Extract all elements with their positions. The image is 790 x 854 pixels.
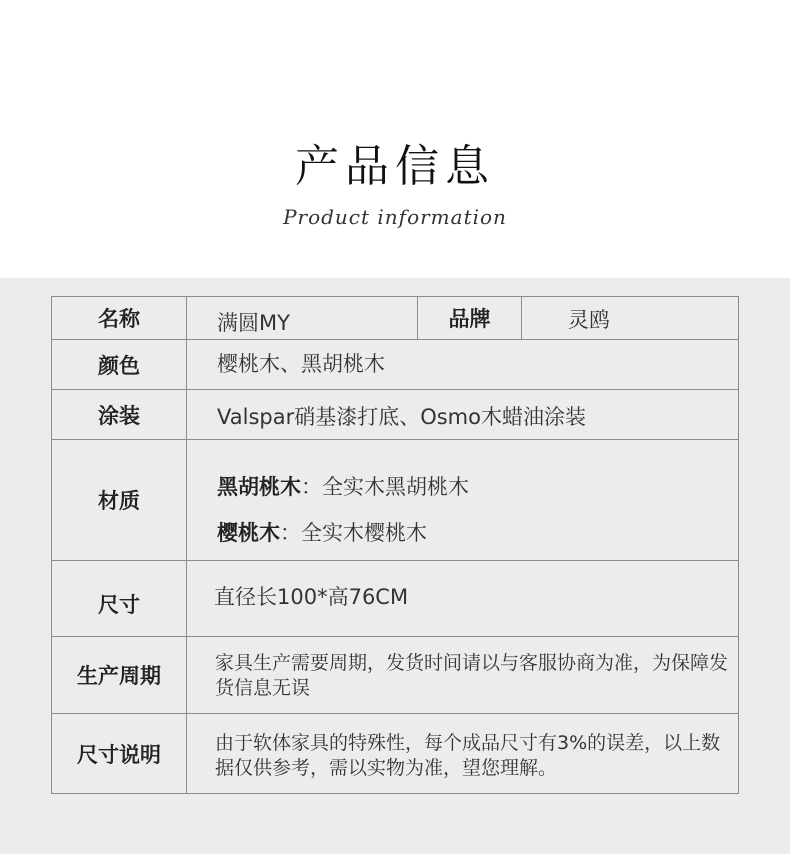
header-section (0, 0, 790, 278)
table-row-material (52, 440, 738, 561)
product-info-table (51, 296, 739, 794)
note-value: 由于软体家具的特殊性，每个成品尺寸有3%的误差，以上数据仅供参考，需以实物为准，望您理解。 (215, 732, 721, 779)
info-panel (0, 278, 790, 854)
size-value: 直径长100*高76CM (214, 584, 409, 609)
finish-label: 涂装 (52, 390, 187, 439)
material-label: 材质 (52, 440, 187, 560)
material-list (217, 464, 469, 556)
page-title: 产品信息 (295, 141, 495, 192)
size-label: 尺寸 (52, 561, 187, 636)
material-2-name: 樱桃木 (217, 521, 280, 545)
color-value: 樱桃木、黑胡桃木 (217, 351, 385, 376)
table-row-color (52, 340, 738, 390)
material-1-value: ：全实木黑胡桃木 (301, 475, 469, 499)
material-2-value: ：全实木樱桃木 (280, 521, 427, 545)
brand-label: 品牌 (418, 297, 522, 339)
cycle-label: 生产周期 (52, 637, 187, 713)
name-value: 满圆MY (187, 297, 418, 339)
table-row-name (52, 297, 738, 340)
name-label: 名称 (52, 297, 187, 339)
page-subtitle: Product information (283, 205, 507, 229)
table-row-size (52, 561, 738, 637)
note-label: 尺寸说明 (52, 714, 187, 793)
material-item (217, 510, 469, 556)
cycle-value: 家具生产需要周期，发货时间请以与客服协商为准，为保障发货信息无误 (215, 652, 729, 699)
table-row-cycle (52, 637, 738, 714)
finish-value: Valspar硝基漆打底、Osmo木蜡油涂装 (217, 404, 586, 429)
brand-value: 灵鸥 (568, 308, 610, 332)
table-row-note (52, 714, 738, 793)
material-item (217, 464, 469, 510)
table-row-finish (52, 390, 738, 440)
color-label: 颜色 (52, 340, 187, 389)
material-1-name: 黑胡桃木 (217, 475, 301, 499)
